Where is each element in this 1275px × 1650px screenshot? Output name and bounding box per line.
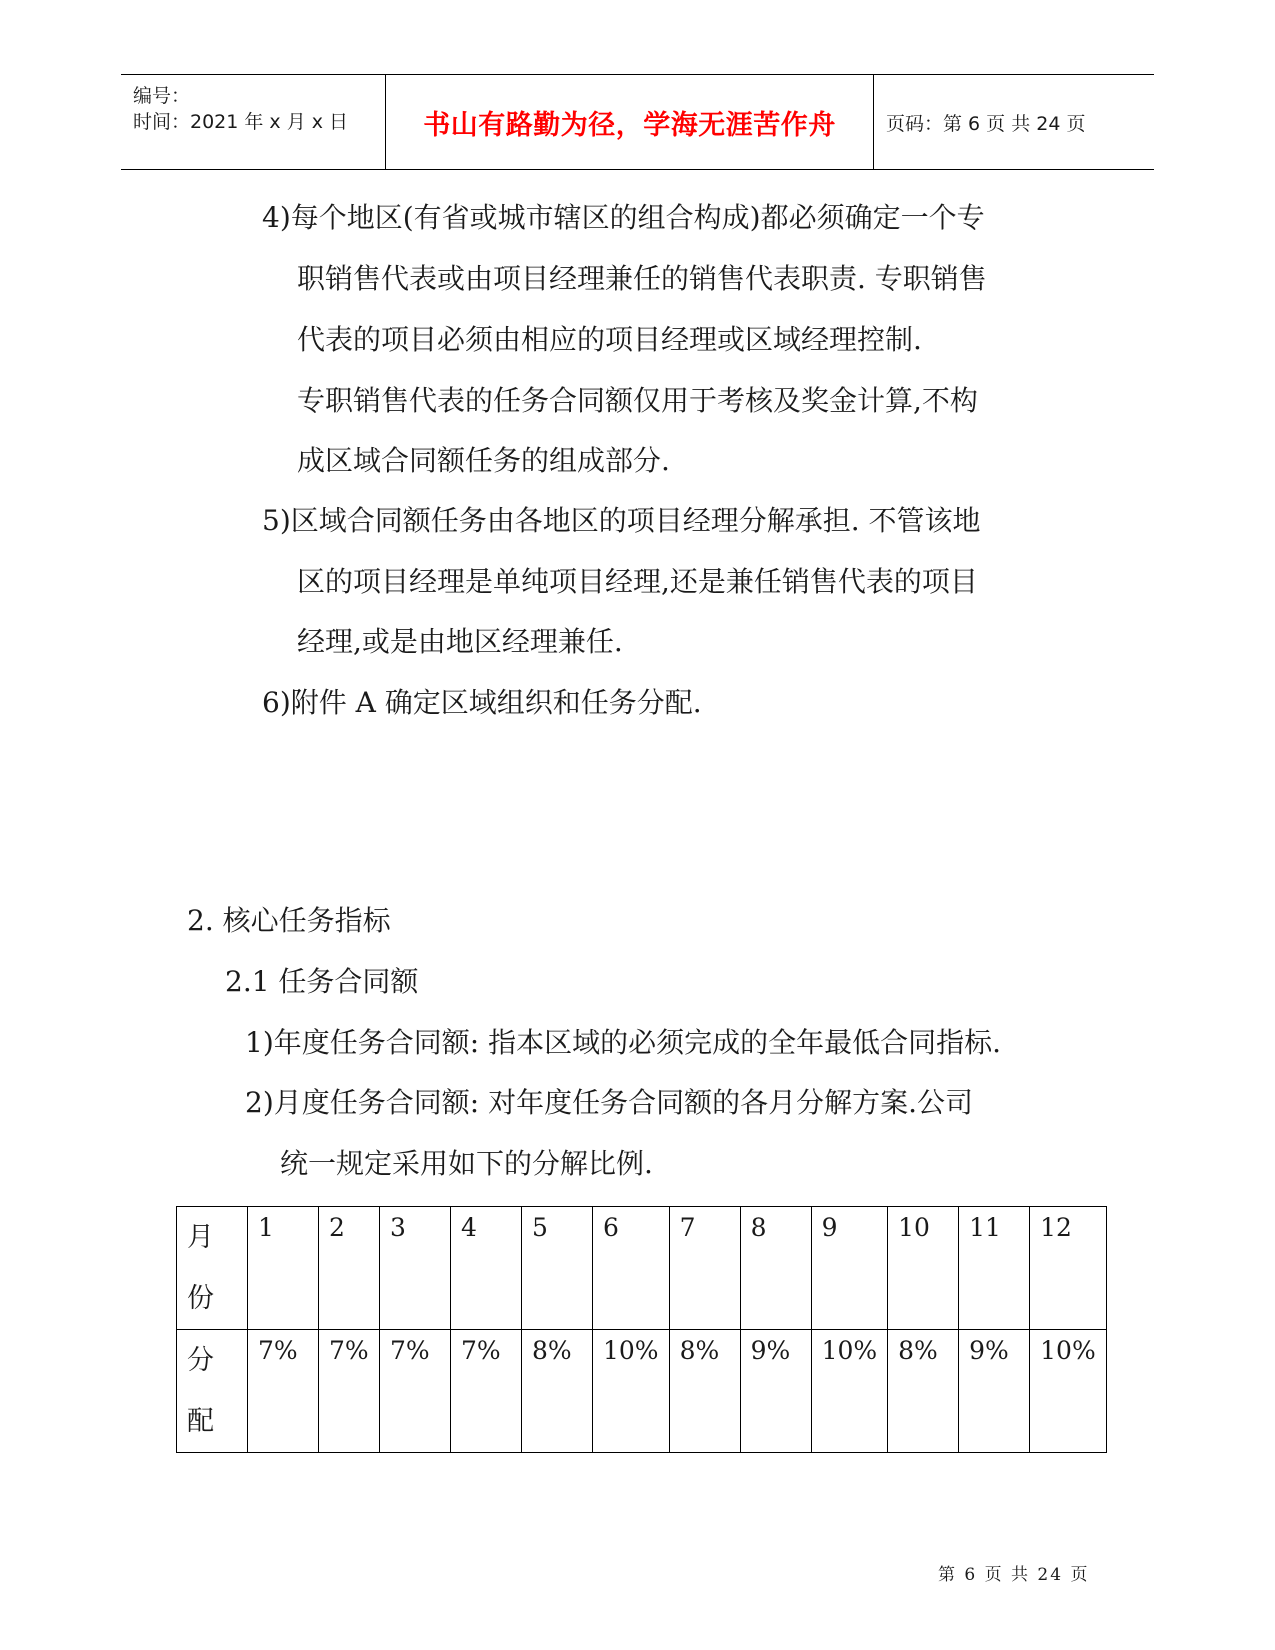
row-header-allocation: 分 配: [177, 1330, 248, 1453]
paragraph-4-line-3: 代表的项目必须由相应的项目经理或区域经理控制.: [297, 323, 922, 356]
month-cell: 7: [669, 1207, 740, 1330]
paragraph-4-line-2: 职销售代表或由项目经理兼任的销售代表职责. 专职销售: [297, 262, 987, 295]
allocation-cell: 7%: [451, 1330, 522, 1453]
allocation-cell: 8%: [522, 1330, 593, 1453]
month-cell: 8: [740, 1207, 811, 1330]
allocation-cell: 7%: [319, 1330, 380, 1453]
paragraph-4-line-4: 专职销售代表的任务合同额仅用于考核及奖金计算,不构: [297, 384, 978, 417]
allocation-cell: 8%: [669, 1330, 740, 1453]
allocation-cell: 9%: [959, 1330, 1030, 1453]
paragraph-5-line-1: 5)区域合同额任务由各地区的项目经理分解承担. 不管该地: [262, 504, 981, 537]
row-header-month: 月 份: [177, 1207, 248, 1330]
allocation-cell: 9%: [740, 1330, 811, 1453]
allocation-cell: 10%: [811, 1330, 888, 1453]
month-cell: 1: [248, 1207, 319, 1330]
allocation-cell: 10%: [1030, 1330, 1107, 1453]
time-label: 时间：2021 年 x 月 x 日: [133, 111, 349, 133]
month-cell: 12: [1030, 1207, 1107, 1330]
month-cell: 10: [888, 1207, 959, 1330]
allocation-cell: 8%: [888, 1330, 959, 1453]
month-cell: 9: [811, 1207, 888, 1330]
month-cell: 2: [319, 1207, 380, 1330]
header-meta: [121, 75, 386, 169]
paragraph-6-line-1: 6)附件 A 确定区域组织和任务分配.: [262, 686, 702, 719]
item-1-text: 1)年度任务合同额: 指本区域的必须完成的全年最低合同指标.: [245, 1026, 1001, 1059]
allocation-cell: 10%: [593, 1330, 670, 1453]
paragraph-5-line-3: 经理,或是由地区经理兼任.: [297, 625, 623, 658]
month-cell: 5: [522, 1207, 593, 1330]
motto-text: 书山有路勤为径，学海无涯苦作舟: [423, 109, 836, 141]
month-cell: 3: [380, 1207, 451, 1330]
paragraph-4-line-5: 成区域合同额任务的组成部分.: [297, 444, 670, 477]
monthly-allocation-table: [176, 1206, 1107, 1453]
section-2-heading: 2. 核心任务指标: [187, 904, 391, 937]
header-motto: [386, 75, 874, 169]
month-cell: 11: [959, 1207, 1030, 1330]
table-row-allocations: [177, 1330, 1107, 1453]
paragraph-4-line-1: 4)每个地区(有省或城市辖区的组合构成)都必须确定一个专: [262, 201, 985, 234]
page-header: [121, 74, 1154, 170]
allocation-cell: 7%: [380, 1330, 451, 1453]
code-label: 编号：: [133, 85, 191, 107]
month-cell: 4: [451, 1207, 522, 1330]
allocation-cell: 7%: [248, 1330, 319, 1453]
paragraph-5-line-2: 区的项目经理是单纯项目经理,还是兼任销售代表的项目: [297, 565, 978, 598]
item-2-line-2: 统一规定采用如下的分解比例.: [280, 1147, 653, 1180]
item-2-line-1: 2)月度任务合同额: 对年度任务合同额的各月分解方案.公司: [245, 1086, 973, 1119]
month-cell: 6: [593, 1207, 670, 1330]
page-footer: 第 6 页 共 24 页: [938, 1565, 1090, 1585]
section-2-1-heading: 2.1 任务合同额: [225, 965, 419, 998]
table-row-months: [177, 1207, 1107, 1330]
header-page-info: 页码：第 6 页 共 24 页: [886, 112, 1086, 135]
